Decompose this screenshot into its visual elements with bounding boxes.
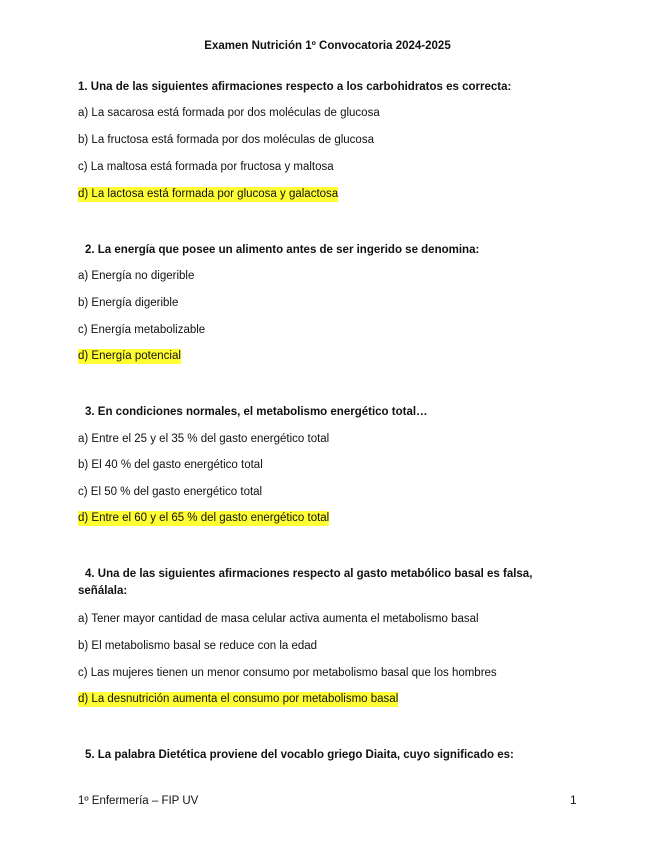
question-4-option-b: b) El metabolismo basal se reduce con la edad (78, 640, 318, 652)
question-2: 2. La energía que posee un alimento antes de ser ingerido se denomina: (85, 244, 480, 256)
document-title: Examen Nutrición 1º Convocatoria 2024-2025 (204, 40, 451, 52)
question-4-option-c: c) Las mujeres tienen un menor consumo por metabolismo basal que los hombres (78, 667, 497, 679)
question-2-option-a: a) Energía no digerible (78, 270, 195, 282)
question-2-option-d-highlighted: d) Energía potencial (78, 350, 181, 362)
question-1-option-b: b) La fructosa está formada por dos moléculas de glucosa (78, 134, 374, 146)
question-3-option-b: b) El 40 % del gasto energético total (78, 459, 263, 471)
question-1-option-c: c) La maltosa está formada por fructosa y maltosa (78, 161, 334, 173)
footer-page-number: 1 (570, 793, 577, 807)
question-4: 4. Una de las siguientes afirmaciones respecto al gasto metabólico basal es falsa, señálala: (78, 568, 533, 597)
question-4-option-a: a) Tener mayor cantidad de masa celular activa aumenta el metabolismo basal (78, 613, 479, 625)
question-3: 3. En condiciones normales, el metabolismo energético total… (85, 406, 428, 418)
question-4-option-d-highlighted: d) La desnutrición aumenta el consumo por metabolismo basal (78, 693, 399, 705)
question-3-option-a: a) Entre el 25 y el 35 % del gasto energético total (78, 433, 330, 445)
footer-course-label: 1º Enfermería – FIP UV (78, 795, 199, 807)
question-5: 5. La palabra Dietética proviene del vocablo griego Diaita, cuyo significado es: (85, 749, 514, 761)
question-3-option-c: c) El 50 % del gasto energético total (78, 486, 263, 498)
question-2-option-b: b) Energía digerible (78, 297, 179, 309)
question-1-option-a: a) La sacarosa está formada por dos moléculas de glucosa (78, 107, 380, 119)
question-2-option-c: c) Energía metabolizable (78, 324, 206, 336)
question-1: 1. Una de las siguientes afirmaciones respecto a los carbohidratos es correcta: (78, 81, 512, 93)
question-3-option-d-highlighted: d) Entre el 60 y el 65 % del gasto energético total (78, 512, 330, 524)
question-1-option-d-highlighted: d) La lactosa está formada por glucosa y galactosa (78, 188, 339, 200)
